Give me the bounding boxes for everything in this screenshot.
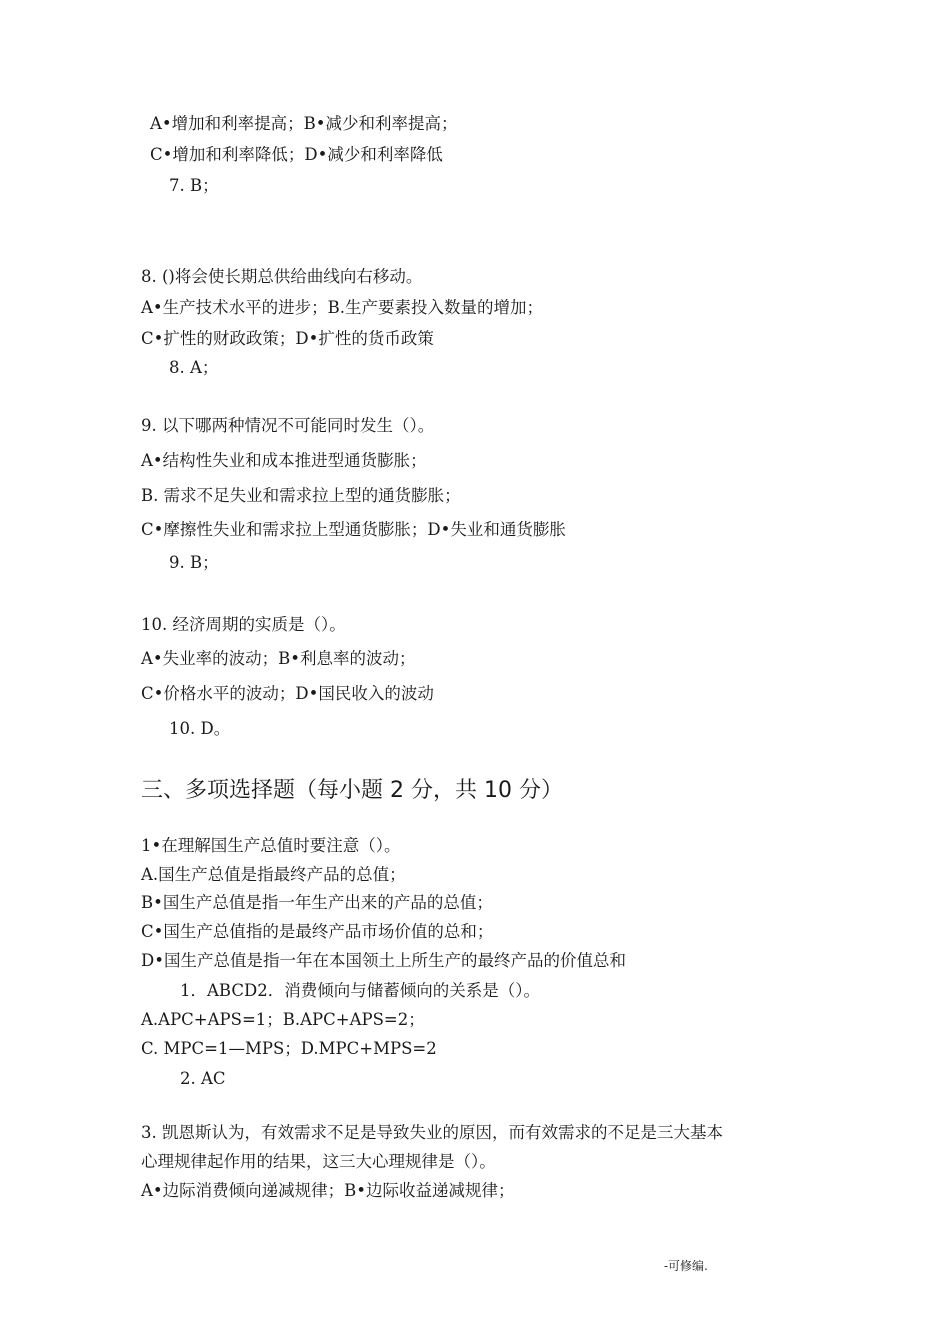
text-line: C•国生产总值指的是最终产品市场价值的总和； (141, 922, 494, 941)
text-line: A•边际消费倾向递减规律；B•边际收益递减规律； (141, 1181, 515, 1200)
question-line: 9. 以下哪两种情况不可能同时发生（）。 (141, 416, 435, 435)
text-line: C•扩性的财政政策；D•扩性的货币政策 (141, 329, 434, 348)
question-line: 8. ()将会使长期总供给曲线向右移动。 (141, 267, 423, 286)
answer-line: 9. B； (169, 553, 219, 572)
page-footer: -可修编. (664, 1259, 708, 1273)
question-line: 10. 经济周期的实质是（）。 (141, 615, 346, 634)
text-line: A.APC+APS=1；B.APC+APS=2； (141, 1010, 425, 1029)
answer-line: 7. B； (169, 176, 219, 195)
text-line: C•价格水平的波动；D•国民收入的波动 (141, 684, 434, 703)
answer-line: 10. D。 (169, 719, 231, 738)
question-line: 1•在理解国生产总值时要注意（）。 (141, 836, 401, 855)
text-line: C•摩擦性失业和需求拉上型通货膨胀；D•失业和通货膨胀 (141, 520, 566, 539)
text-line: A•失业率的波动；B•利息率的波动； (141, 649, 416, 668)
section-heading: 三、多项选择题（每小题 2 分，共 10 分） (141, 778, 563, 803)
text-line: D•国生产总值是指一年在本国领土上所生产的最终产品的价值总和 (141, 951, 626, 970)
text-line: C•增加和利率降低；D•减少和利率降低 (150, 145, 443, 164)
text-line: 心理规律起作用的结果，这三大心理规律是（）。 (141, 1152, 496, 1171)
text-line: B. 需求不足失业和需求拉上型的通货膨胀； (141, 486, 461, 505)
text-line: A.国生产总值是指最终产品的总值； (141, 865, 406, 884)
answer-line: 1．ABCD2．消费倾向与储蓄倾向的关系是（）。 (180, 981, 540, 1000)
text-line: A•生产技术水平的进步；B.生产要素投入数量的增加； (141, 298, 544, 317)
text-line: A•增加和利率提高；B•减少和利率提高； (150, 114, 458, 133)
answer-line: 8. A； (169, 358, 219, 377)
text-line: B•国生产总值是指一年生产出来的产品的总值； (141, 893, 493, 912)
text-line: C. MPC=1—MPS；D.MPC+MPS=2 (141, 1039, 437, 1058)
answer-line: 2. AC (180, 1069, 226, 1088)
text-line: A•结构性失业和成本推进型通货膨胀； (141, 451, 427, 470)
question-line: 3. 凯恩斯认为，有效需求不足是导致失业的原因，而有效需求的不足是三大基本 (141, 1123, 723, 1142)
